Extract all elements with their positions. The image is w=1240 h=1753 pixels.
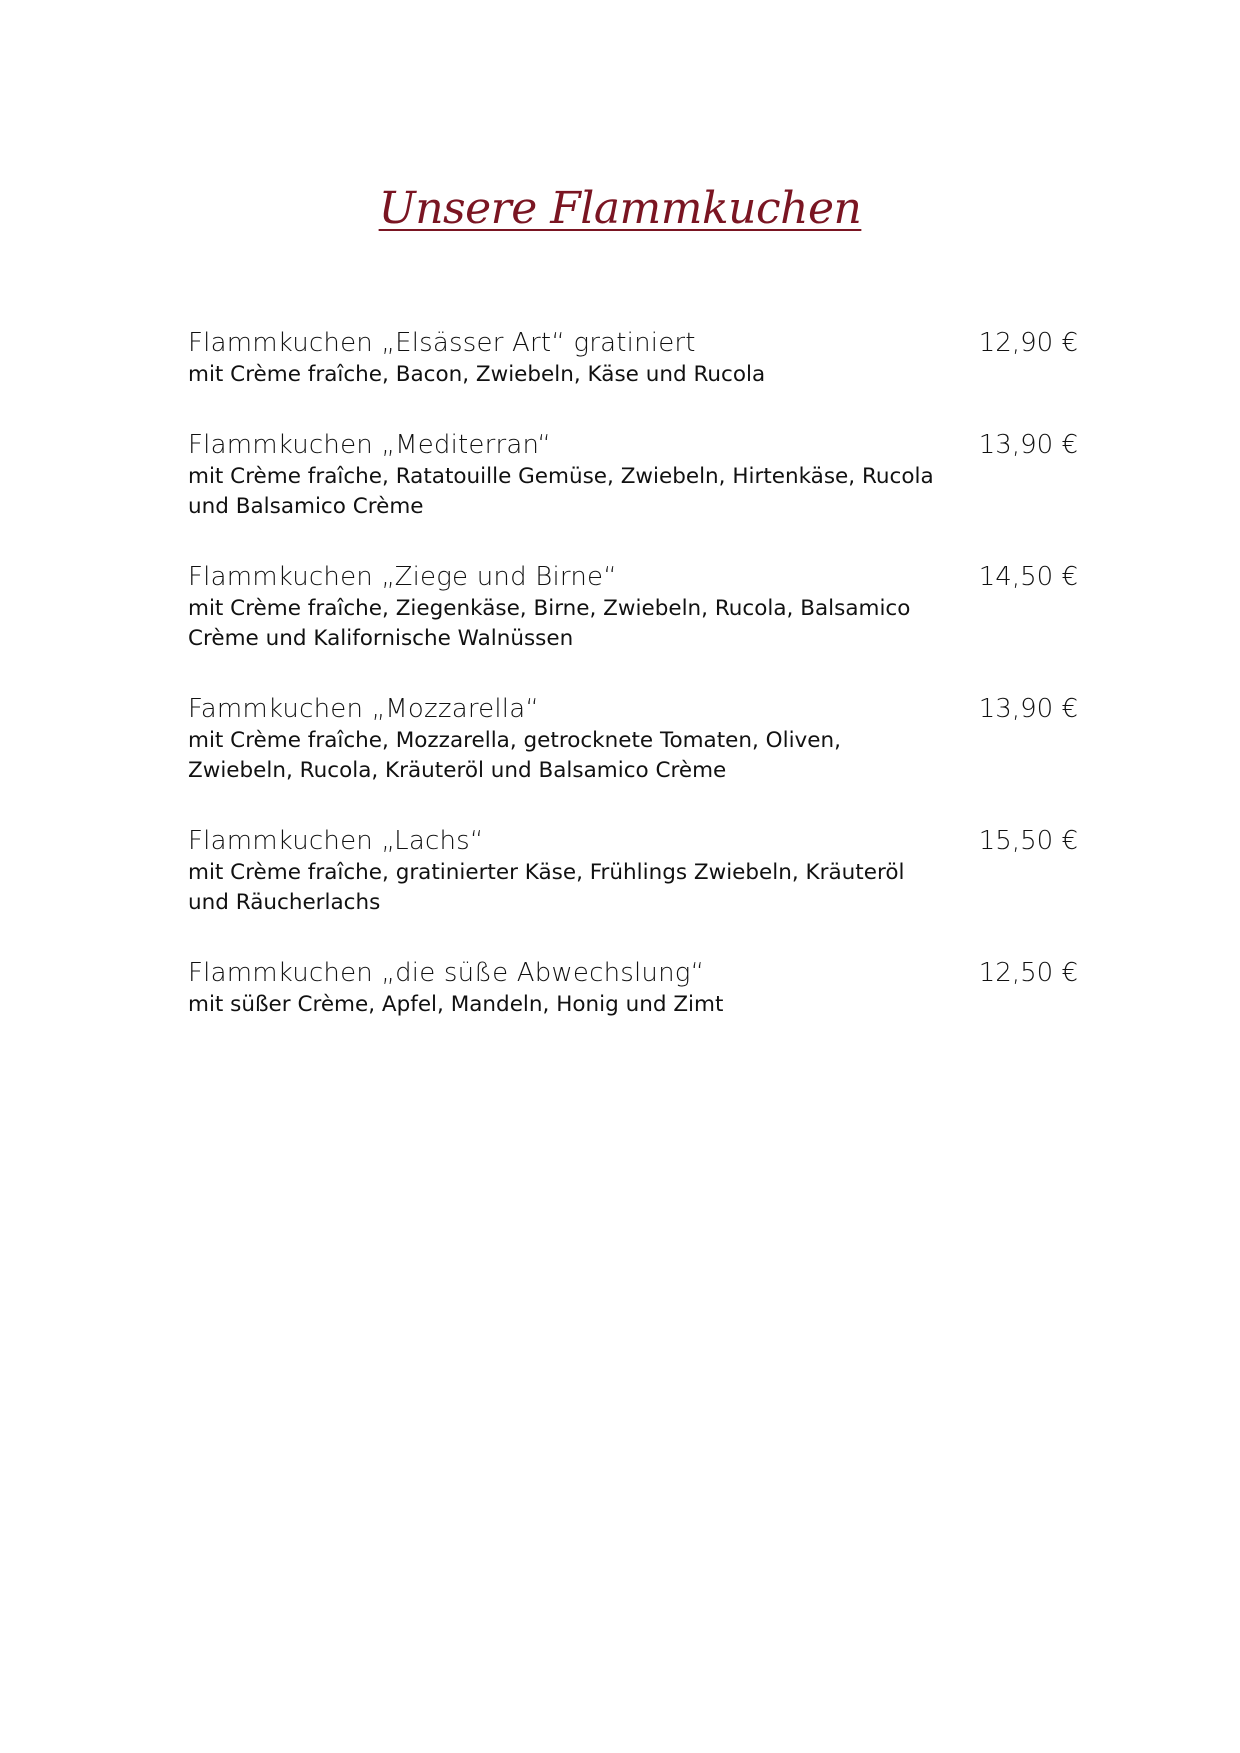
menu-item-header: [188, 430, 1078, 460]
menu-list: [188, 328, 1078, 1060]
menu-item-header: [188, 562, 1078, 592]
menu-item-mozzarella: [188, 694, 1078, 786]
menu-item-name: Flammkuchen „Ziege und Birne“: [188, 562, 617, 592]
menu-item-header: [188, 328, 1078, 358]
menu-item-name: Flammkuchen „Elsässer Art“ gratiniert: [188, 328, 696, 358]
menu-item-elsaesser: [188, 328, 1078, 390]
page-title: Unsere Flammkuchen: [378, 183, 862, 234]
menu-item-name: Flammkuchen „die süße Abwechslung“: [188, 958, 705, 988]
menu-item-price: 14,50 €: [978, 562, 1078, 592]
menu-item-description: mit Crème fraîche, gratinierter Käse, Frühlings Zwiebeln, Kräuteröl und Räucherlachs: [188, 860, 905, 915]
menu-item-price: 12,50 €: [978, 958, 1078, 988]
menu-item-description: mit Crème fraîche, Ziegenkäse, Birne, Zwiebeln, Rucola, Balsamico Crème und Kalifornische Walnüssen: [188, 596, 911, 651]
menu-item-price: 13,90 €: [978, 694, 1078, 724]
menu-item-description: mit Crème fraîche, Bacon, Zwiebeln, Käse und Rucola: [188, 362, 766, 387]
menu-item-description: mit süßer Crème, Apfel, Mandeln, Honig und Zimt: [188, 992, 724, 1017]
menu-item-description: mit Crème fraîche, Ratatouille Gemüse, Zwiebeln, Hirtenkäse, Rucola und Balsamico Crème: [188, 464, 934, 519]
menu-item-name: Flammkuchen „Mediterran“: [188, 430, 551, 460]
menu-item-name: Flammkuchen „Lachs“: [188, 826, 484, 856]
menu-item-lachs: [188, 826, 1078, 918]
menu-item-suesse-abwechslung: [188, 958, 1078, 1020]
menu-item-header: [188, 958, 1078, 988]
menu-item-name: Fammkuchen „Mozzarella“: [188, 694, 540, 724]
menu-item-header: [188, 826, 1078, 856]
menu-item-price: 13,90 €: [978, 430, 1078, 460]
menu-item-description: mit Crème fraîche, Mozzarella, getrocknete Tomaten, Oliven, Zwiebeln, Rucola, Kräuteröl und Balsamico Crème: [188, 728, 841, 783]
menu-item-mediterran: [188, 430, 1078, 522]
menu-item-price: 12,90 €: [978, 328, 1078, 358]
menu-item-ziege-birne: [188, 562, 1078, 654]
menu-item-price: 15,50 €: [978, 826, 1078, 856]
menu-item-header: [188, 694, 1078, 724]
